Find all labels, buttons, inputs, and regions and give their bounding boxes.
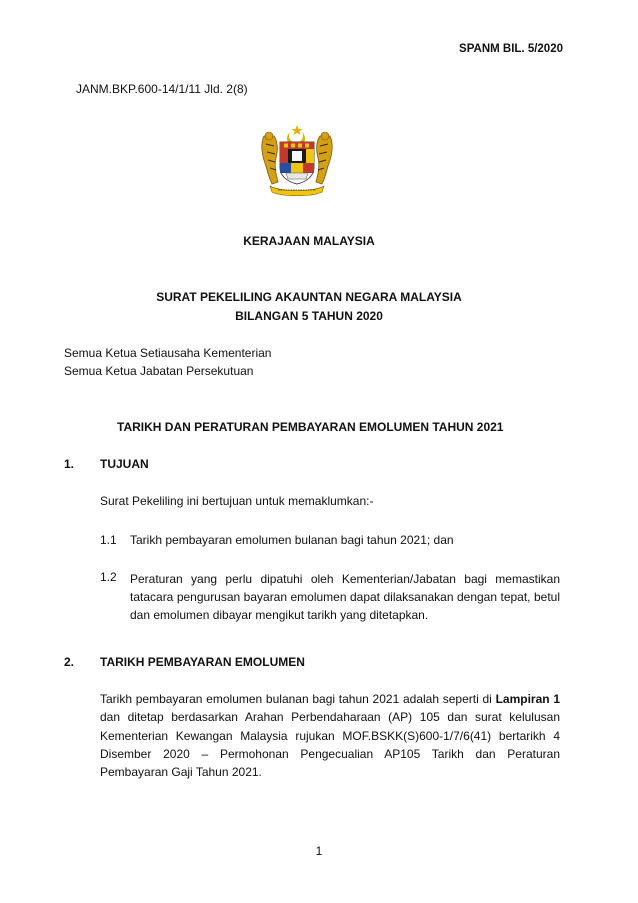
- reference-number: JANM.BKP.600-14/1/11 Jld. 2(8): [76, 82, 248, 96]
- list-item-text: Peraturan yang perlu dipatuhi oleh Kementerian/Jabatan bagi memastikan tatacara pengurusan bayaran emolumen dapat dilaksanakan dengan tepat, betul dan emolumen dibayar mengikut tarikh yang ditetapkan.: [130, 572, 560, 622]
- list-item-text: Tarikh pembayaran emolumen bulanan bagi tahun 2021; dan: [130, 533, 454, 547]
- section-number: 2.: [64, 655, 75, 669]
- government-title: KERAJAAN MALAYSIA: [243, 234, 375, 248]
- section-number: 1.: [64, 457, 75, 471]
- section-paragraph: [100, 690, 560, 781]
- recipient-line: Semua Ketua Jabatan Persekutuan: [64, 364, 254, 378]
- subject-heading: TARIKH DAN PERATURAN PEMBAYARAN EMOLUMEN TAHUN 2021: [117, 420, 504, 434]
- section-intro: Surat Pekeliling ini bertujuan untuk memaklumkan:-: [100, 494, 374, 508]
- circular-title: SURAT PEKELILING AKAUNTAN NEGARA MALAYSIA: [156, 290, 462, 304]
- section-heading: TARIKH PEMBAYARAN EMOLUMEN: [100, 655, 305, 669]
- circular-code: SPANM BIL. 5/2020: [459, 43, 563, 55]
- coat-of-arms-icon: [256, 122, 338, 198]
- page-number: 1: [315, 844, 323, 858]
- paragraph-text: dan ditetap berdasarkan Arahan Perbendaharaan (AP) 105 dan surat kelulusan Kementerian Kewangan Malaysia rujukan MOF.BSKK(S)600-1/7/6(41) bertarikh 4 Disember 2020 – Permohonan Pengecualian AP105 Tarikh dan Peraturan Pembayaran Gaji Tahun 2021.: [100, 710, 560, 780]
- section-heading: TUJUAN: [100, 457, 149, 471]
- list-item-number: 1.2: [100, 570, 117, 584]
- paragraph-text: Tarikh pembayaran emolumen bulanan bagi tahun 2021 adalah seperti di: [100, 692, 496, 706]
- lampiran-reference: Lampiran 1: [495, 692, 560, 706]
- list-item-number: 1.1: [100, 533, 117, 547]
- circular-number: BILANGAN 5 TAHUN 2020: [235, 309, 383, 323]
- recipient-line: Semua Ketua Setiausaha Kementerian: [64, 346, 272, 360]
